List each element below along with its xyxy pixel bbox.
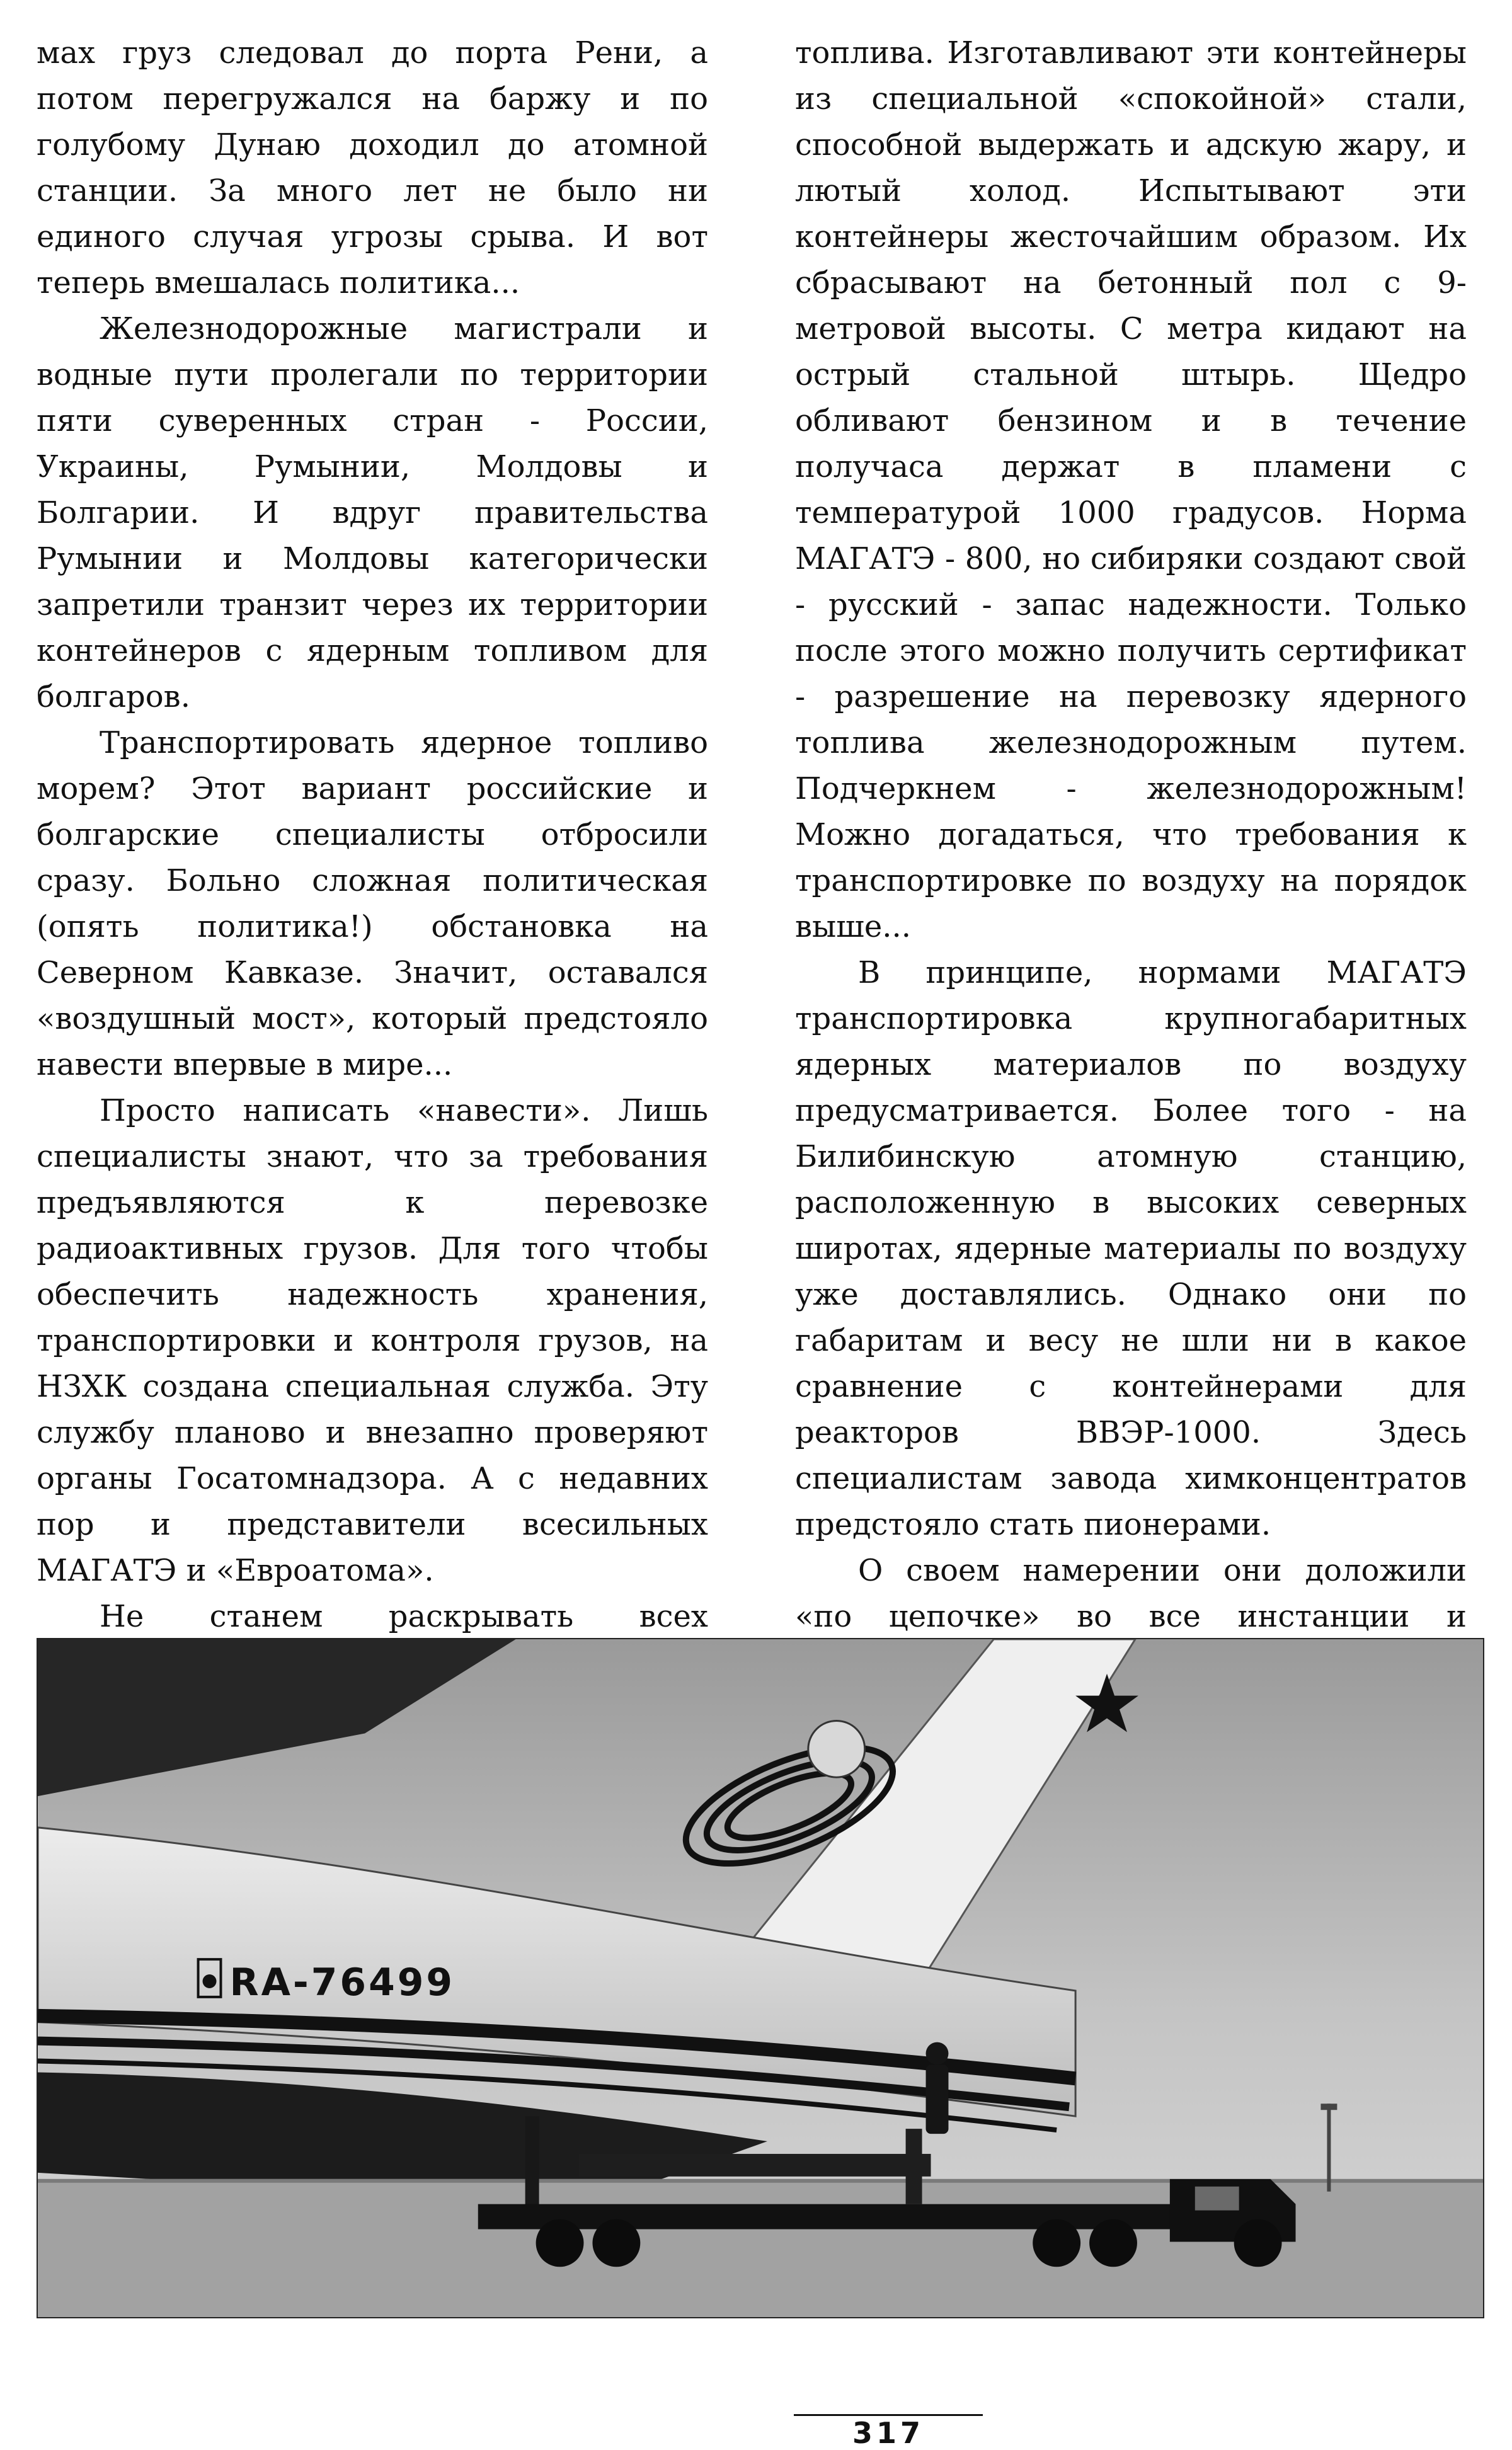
paragraph: мах груз следовал до порта Рени, а потом перегружался на баржу и по голубому Дунаю доходил до атомной станции. За много лет не было ни единого случая угрозы срыва. И вот теперь вмешалась политика... xyxy=(37,35,708,301)
aircraft-loading-photo xyxy=(37,1638,1484,2318)
truck-wheel xyxy=(592,2219,640,2267)
truck-window xyxy=(1195,2187,1239,2211)
photo-illustration xyxy=(38,1639,1483,2317)
crane-post xyxy=(906,2129,922,2204)
registration-number: RA-76499 xyxy=(229,1960,455,2005)
text-column-left xyxy=(37,30,708,1778)
paragraph: Просто написать «навести». Лишь специалисты знают, что за требования предъявляются к перевозке радиоактивных грузов. Для того чтобы обеспечить надежность хранения, транспортировки и контроля грузов, на НЗХК создана специальная служба. Эту службу планово и внезапно проверяют органы Госатомнадзора. А с недавних пор и представители всесильных МАГАТЭ и «Евроатома». xyxy=(37,1093,708,1588)
crane-arm xyxy=(579,2154,931,2177)
paragraph: Не станем раскрывать всех xyxy=(100,1599,708,1634)
truck-wheel xyxy=(1089,2219,1137,2267)
text-column-right xyxy=(795,30,1467,1824)
page-number: 317 xyxy=(852,2416,925,2450)
truck-wheel xyxy=(1033,2219,1080,2267)
paragraph: В принципе, нормами МАГАТЭ транспортировка крупногабаритных ядерных материалов по воздуху предусматривается. Более того - на Билибинскую атомную станцию, расположенную в высоких северных широтах, ядерные материалы по воздуху уже доставлялись. Однако они по габаритам и весу не шли ни в какое сравнение с контейнерами для реакторов ВВЭР-1000. Здесь специалистам завода химконцентратов предстояло стать пионерами. xyxy=(795,955,1467,1542)
light-pole-head xyxy=(1320,2104,1337,2110)
truck-wheel xyxy=(1234,2219,1282,2267)
paragraph: Железнодорожные магистрали и водные пути пролегали по территории пяти суверенных стран - России, Украины, Румынии, Молдовы и Болгарии. И вдруг правительства Румынии и Молдовы категорически запретили транзит через их территории контейнеров с ядерным топливом для болгаров. xyxy=(37,311,708,714)
paragraph: топлива. Изготавливают эти контейнеры из специальной «спокойной» стали, способной выдержать и адскую жару, и лютый холод. Испытывают эти контейнеры жесточайшим образом. Их сбрасывают на бетонный пол с 9-метровой высоты. С метра кидают на острый стальной штырь. Щедро обливают бензином и в течение получаса держат в пламени с температурой 1000 градусов. Норма МАГАТЭ - 800, но сибиряки создают свой - русский - запас надежности. Только после этого можно получить сертификат - разрешение на перевозку ядерного топлива железнодорожным путем. Подчеркнем - железнодорожным! Можно догадаться, что требования к транспортировке по воздуху на порядок выше... xyxy=(795,35,1467,944)
truck-wheel xyxy=(536,2219,584,2267)
worker-silhouette xyxy=(926,2042,949,2134)
paragraph: О своем намерении они доложили «по цепочке» во все инстанции и xyxy=(795,1553,1467,1634)
registration-badge xyxy=(198,1959,455,2005)
light-pole xyxy=(1327,2104,1331,2191)
paragraph: Транспортировать ядерное топливо морем? Этот вариант российские и болгарские специалисты отбросили сразу. Больно сложная политическая (опять политика!) обстановка на Северном Кавказе. Значит, оставался «воздушный мост», который предстояло навести впервые в мире... xyxy=(37,725,708,1082)
